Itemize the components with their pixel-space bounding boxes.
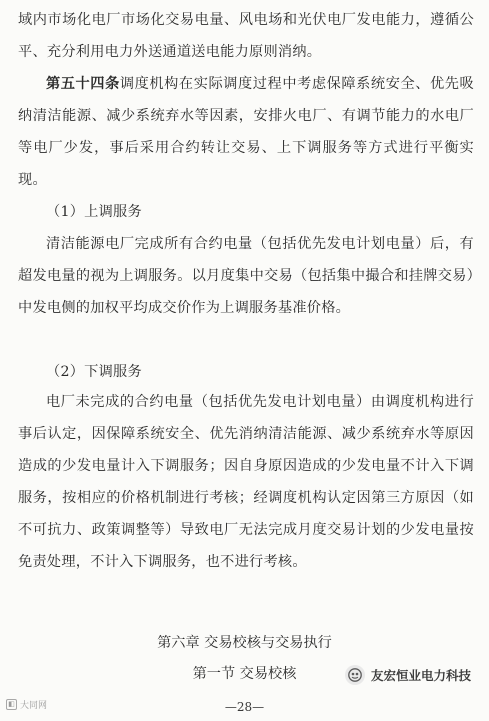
bottom-left-text: 大同网 xyxy=(20,701,48,711)
wechat-watermark xyxy=(345,665,471,685)
chapter-heading: 第六章 交易校核与交易执行 xyxy=(157,635,332,651)
subsection-2-body: 电厂未完成的合约电量（包括优先发电计划电量）由调度机构进行事后认定，因保障系统安全、优先消纳清洁能源、减少系统弃水等原因造成的少发电量计入下调服务；因自身原因造成的少发电量不计入下调服务，按相应的价格机制进行考核；经调度机构认定因第三方原因（如不可抗力、政策调整等）导致电厂无法完成月度交易计划的少发电量按免责处理，不计入下调服务，也不进行考核。 xyxy=(18,394,474,570)
article-54-title: 第五十四条 xyxy=(46,76,120,92)
paragraph-continuation: 域内市场化电厂市场化交易电量、风电场和光伏电厂发电能力，遵循公平、充分利用电力外送通道送电能力原则消纳。 xyxy=(18,12,474,60)
watermark-text: 友宏恒业电力科技 xyxy=(370,668,471,683)
logo-square-icon: ◧ xyxy=(6,699,17,710)
subsection-2-title: （2）下调服务 xyxy=(46,364,142,380)
article-54-body: 调度机构在实际调度过程中考虑保障系统安全、优先吸纳清洁能源、减少系统弃水等因素，安排火电厂、有调节能力的水电厂等电厂少发，事后采用合约转让交易、上下调服务等方式进行平衡实现。 xyxy=(18,76,474,188)
subsection-1-body: 清洁能源电厂完成所有合约电量（包括优先发电计划电量）后，有超发电量的视为上调服务。以月度集中交易（包括集中撮合和挂牌交易）中发电侧的加权平均成交价作为上调服务基准价格。 xyxy=(18,236,474,316)
section-heading: 第一节 交易校核 xyxy=(192,666,297,682)
subsection-1-title: （1）上调服务 xyxy=(46,204,142,220)
page-number: —28— xyxy=(224,700,265,714)
wechat-account-icon xyxy=(345,665,365,685)
article-54-paragraph xyxy=(18,68,474,196)
